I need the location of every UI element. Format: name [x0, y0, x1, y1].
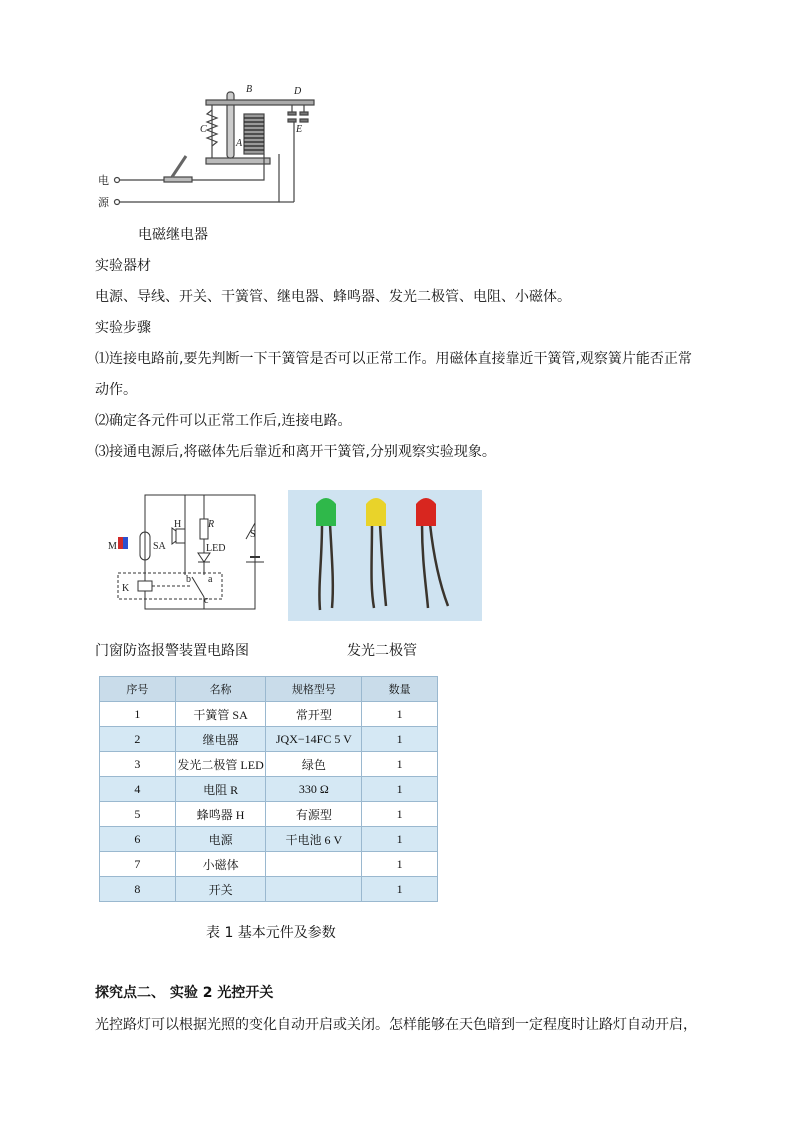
circuit-outer-wire [145, 495, 255, 609]
equipment-heading: 实验器材 [95, 258, 151, 274]
table-cell: 干簧管 SA [175, 702, 266, 727]
switch-base [164, 177, 192, 182]
red-led [416, 498, 436, 526]
table-row [100, 752, 438, 777]
magnet-south [123, 537, 128, 549]
table-row [100, 777, 438, 802]
buzzer-h [176, 529, 185, 543]
section-2-heading: 探究点二、 实验 2 光控开关 [95, 985, 274, 1001]
table-cell: 1 [362, 727, 438, 752]
table-cell: 1 [362, 877, 438, 902]
label-c: c [204, 595, 209, 606]
table-cell: 8 [100, 877, 176, 902]
led-caption: 发光二极管 [347, 643, 417, 659]
header-name: 名称 [175, 677, 266, 702]
power-label-1: 电 [98, 175, 109, 187]
relay-diagram [94, 80, 334, 215]
table-cell: 绿色 [266, 752, 362, 777]
table-cell: 干电池 6 V [266, 827, 362, 852]
table-row [100, 702, 438, 727]
table-cell: 7 [100, 852, 176, 877]
table-cell: 开关 [175, 877, 266, 902]
table-cell: 电阻 R [175, 777, 266, 802]
table-cell: 常开型 [266, 702, 362, 727]
green-led [316, 498, 336, 526]
yellow-led [366, 498, 386, 526]
relay-coil-k [138, 581, 152, 591]
spring-icon [207, 110, 217, 146]
components-table [99, 676, 438, 902]
section-2-text: 光控路灯可以根据光照的变化自动开启或关闭。怎样能够在天色暗到一定程度时让路灯自动开启， [95, 1017, 697, 1033]
header-spec: 规格型号 [266, 677, 362, 702]
label-b: b [186, 574, 191, 585]
table-cell: 5 [100, 802, 176, 827]
alarm-circuit-diagram [100, 487, 265, 617]
table-cell: 1 [100, 702, 176, 727]
relay-base [206, 158, 270, 164]
label-k: K [122, 583, 130, 594]
label-led: LED [206, 543, 226, 554]
table-cell: 2 [100, 727, 176, 752]
label-e: E [296, 124, 303, 135]
table-cell: 小磁体 [175, 852, 266, 877]
label-s: S [250, 529, 256, 540]
label-c: C [200, 124, 207, 135]
relay-contact-switch [192, 577, 204, 597]
switch-lever [172, 156, 186, 177]
label-sa: SA [153, 541, 166, 552]
terminal-1 [115, 178, 120, 183]
steps-heading: 实验步骤 [95, 320, 151, 336]
label-a: A [236, 138, 243, 149]
table-cell: 蜂鸣器 H [175, 802, 266, 827]
table-cell: 1 [362, 802, 438, 827]
label-a: a [208, 574, 213, 585]
table-cell [266, 877, 362, 902]
table-caption: 表 1 基本元件及参数 [206, 925, 336, 941]
table-cell: 电源 [175, 827, 266, 852]
header-qty: 数量 [362, 677, 438, 702]
table-cell: 1 [362, 752, 438, 777]
relay-armature [206, 100, 314, 105]
led-symbol [198, 553, 210, 562]
table-cell: 1 [362, 852, 438, 877]
header-index: 序号 [100, 677, 176, 702]
magnet-north [118, 537, 123, 549]
table-row [100, 827, 438, 852]
table-row [100, 802, 438, 827]
table-cell: 6 [100, 827, 176, 852]
equipment-text: 电源、导线、开关、干簧管、继电器、蜂鸣器、发光二极管、电阻、小磁体。 [95, 289, 571, 305]
table-cell: JQX−14FC 5 V [266, 727, 362, 752]
terminal-2 [115, 200, 120, 205]
power-label-2: 源 [98, 197, 109, 209]
table-cell: 发光二极管 LED [175, 752, 266, 777]
table-cell: 1 [362, 702, 438, 727]
table-cell: 3 [100, 752, 176, 777]
label-h: H [174, 519, 182, 530]
step-1-line-2: 动作。 [95, 382, 137, 398]
step-3: ⑶接通电源后,将磁体先后靠近和离开干簧管,分别观察实验现象。 [95, 444, 496, 460]
resistor-r [200, 519, 208, 539]
table-cell: 330 Ω [266, 777, 362, 802]
relay-caption: 电磁继电器 [138, 227, 208, 243]
table-cell: 4 [100, 777, 176, 802]
table-cell: 继电器 [175, 727, 266, 752]
table-header-row [100, 677, 438, 702]
step-2: ⑵确定各元件可以正常工作后,连接电路。 [95, 413, 352, 429]
table-row [100, 727, 438, 752]
circuit-caption: 门窗防盗报警装置电路图 [95, 643, 249, 659]
label-b: B [246, 84, 253, 95]
label-d: D [294, 86, 302, 97]
label-m: M [108, 541, 117, 552]
table-cell: 有源型 [266, 802, 362, 827]
step-1-line-1: ⑴连接电路前,要先判断一下干簧管是否可以正常工作。用磁体直接靠近干簧管,观察簧片能否正常 [95, 351, 692, 367]
table-row [100, 877, 438, 902]
table-cell [266, 852, 362, 877]
table-cell: 1 [362, 827, 438, 852]
table-cell: 1 [362, 777, 438, 802]
label-r: R [208, 519, 215, 530]
table-row [100, 852, 438, 877]
led-photo [288, 490, 482, 621]
